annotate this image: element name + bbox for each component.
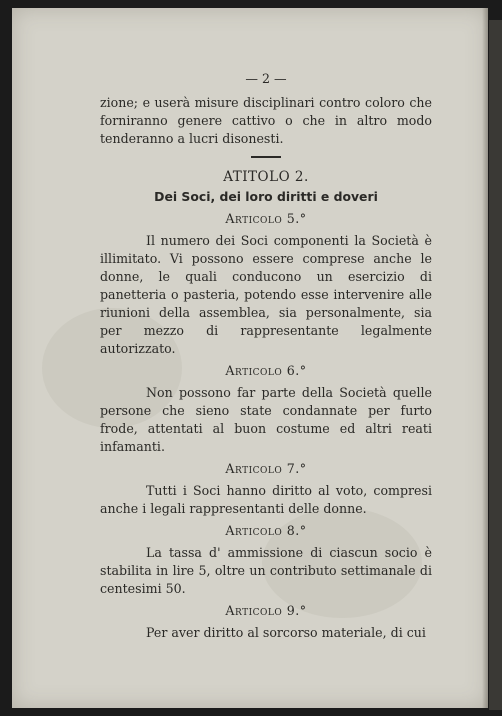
article-text: Tutti i Soci hanno diritto al voto, compresi anche i legali rappresentanti delle donne. [100, 482, 432, 516]
article-heading: Articolo 7.° [225, 460, 307, 476]
article-text: Non possono far parte della Società quelle persone che sieno state condannate per furto frode, attentati al buon costume ed altri reati infamanti. [100, 384, 432, 454]
article-text: Per aver diritto al sorcorso materiale, di cui [146, 624, 426, 640]
article-text: Il numero dei Soci componenti la Società è illimitato. Vi possono essere comprese anche le donne, le quali conducono un esercizio di panetteria o pasteria, potendo esse intervenire alle riunioni della assemblea, sia personalmente, sia per mezzo di rappresentante legalmente autorizzato. [100, 232, 432, 356]
page-number: — 2 — [245, 71, 287, 86]
book-spine-edge [489, 20, 502, 710]
article-heading: Articolo 9.° [225, 602, 307, 618]
section-title: Dei Soci, dei loro diritti e doveri [154, 188, 378, 204]
article-heading: Articolo 6.° [225, 362, 307, 378]
page-content [100, 70, 432, 642]
intro-paragraph: zione; e userà misure disciplinari contro coloro che forniranno genere cattivo o che in altro modo tenderanno a lucri disonesti. [100, 95, 432, 146]
article-heading: Articolo 8.° [225, 522, 307, 538]
separator-rule [251, 156, 281, 158]
article-heading: Articolo 5.° [225, 210, 307, 226]
chapter-title: ATITOLO 2. [223, 168, 309, 185]
article-text: La tassa d' ammissione di ciascun socio è stabilita in lire 5, oltre un contributo settimanale di centesimi 50. [100, 544, 432, 596]
